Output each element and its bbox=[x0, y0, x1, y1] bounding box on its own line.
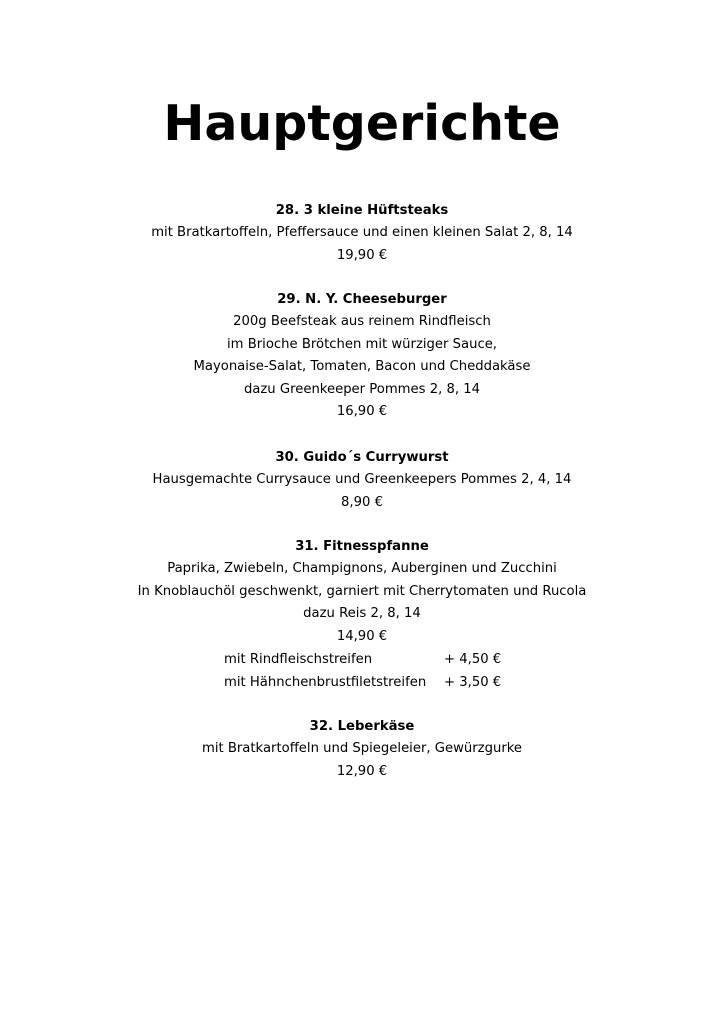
dish-description-line: In Knoblauchöl geschwenkt, garniert mit Cherrytomaten und Rucola bbox=[137, 583, 587, 599]
dish-30 bbox=[0, 447, 724, 514]
dish-name: 30. Guido´s Currywurst bbox=[275, 450, 449, 465]
dish-name: 29. N. Y. Cheeseburger bbox=[277, 292, 447, 307]
dish-description-line: dazu Reis 2, 8, 14 bbox=[303, 606, 421, 622]
extra-price: + 4,50 € bbox=[444, 652, 502, 667]
dish-description-line: Mayonaise-Salat, Tomaten, Bacon und Cheddakäse bbox=[193, 359, 531, 375]
dish-description-line: Paprika, Zwiebeln, Champignons, Auberginen und Zucchini bbox=[167, 561, 557, 577]
dish-name: 28. 3 kleine Hüftsteaks bbox=[275, 203, 449, 218]
dish-name: 31. Fitnesspfanne bbox=[295, 539, 429, 554]
dish-description-line: Hausgemachte Currysauce und Greenkeepers Pommes 2, 4, 14 bbox=[152, 472, 572, 488]
dish-price: 8,90 € bbox=[341, 494, 383, 510]
dish-31 bbox=[0, 536, 724, 648]
dish-price: 19,90 € bbox=[336, 247, 388, 263]
extra-label: mit Hähnchenbrustfiletstreifen bbox=[224, 675, 427, 690]
dish-28 bbox=[0, 200, 724, 267]
dish-29 bbox=[0, 289, 724, 423]
dish-price: 16,90 € bbox=[336, 403, 388, 419]
dish-price: 14,90 € bbox=[336, 628, 388, 644]
dish-description-line: mit Bratkartoffeln und Spiegeleier, Gewürzgurke bbox=[201, 741, 523, 757]
dish-description-line: im Brioche Brötchen mit würziger Sauce, bbox=[227, 336, 497, 352]
dish-price: 12,90 € bbox=[336, 763, 388, 779]
dish-description-line: dazu Greenkeeper Pommes 2, 8, 14 bbox=[243, 381, 481, 397]
page-title: Hauptgerichte bbox=[163, 95, 561, 152]
extra-label: mit Rindfleischstreifen bbox=[224, 652, 373, 667]
dish-32 bbox=[0, 716, 724, 783]
dish-description-line: mit Bratkartoffeln, Pfeffersauce und einen kleinen Salat 2, 8, 14 bbox=[151, 225, 573, 241]
dish-description-line: 200g Beefsteak aus reinem Rindfleisch bbox=[233, 314, 491, 330]
extra-price: + 3,50 € bbox=[444, 675, 502, 690]
dish-name: 32. Leberkäse bbox=[309, 719, 415, 734]
